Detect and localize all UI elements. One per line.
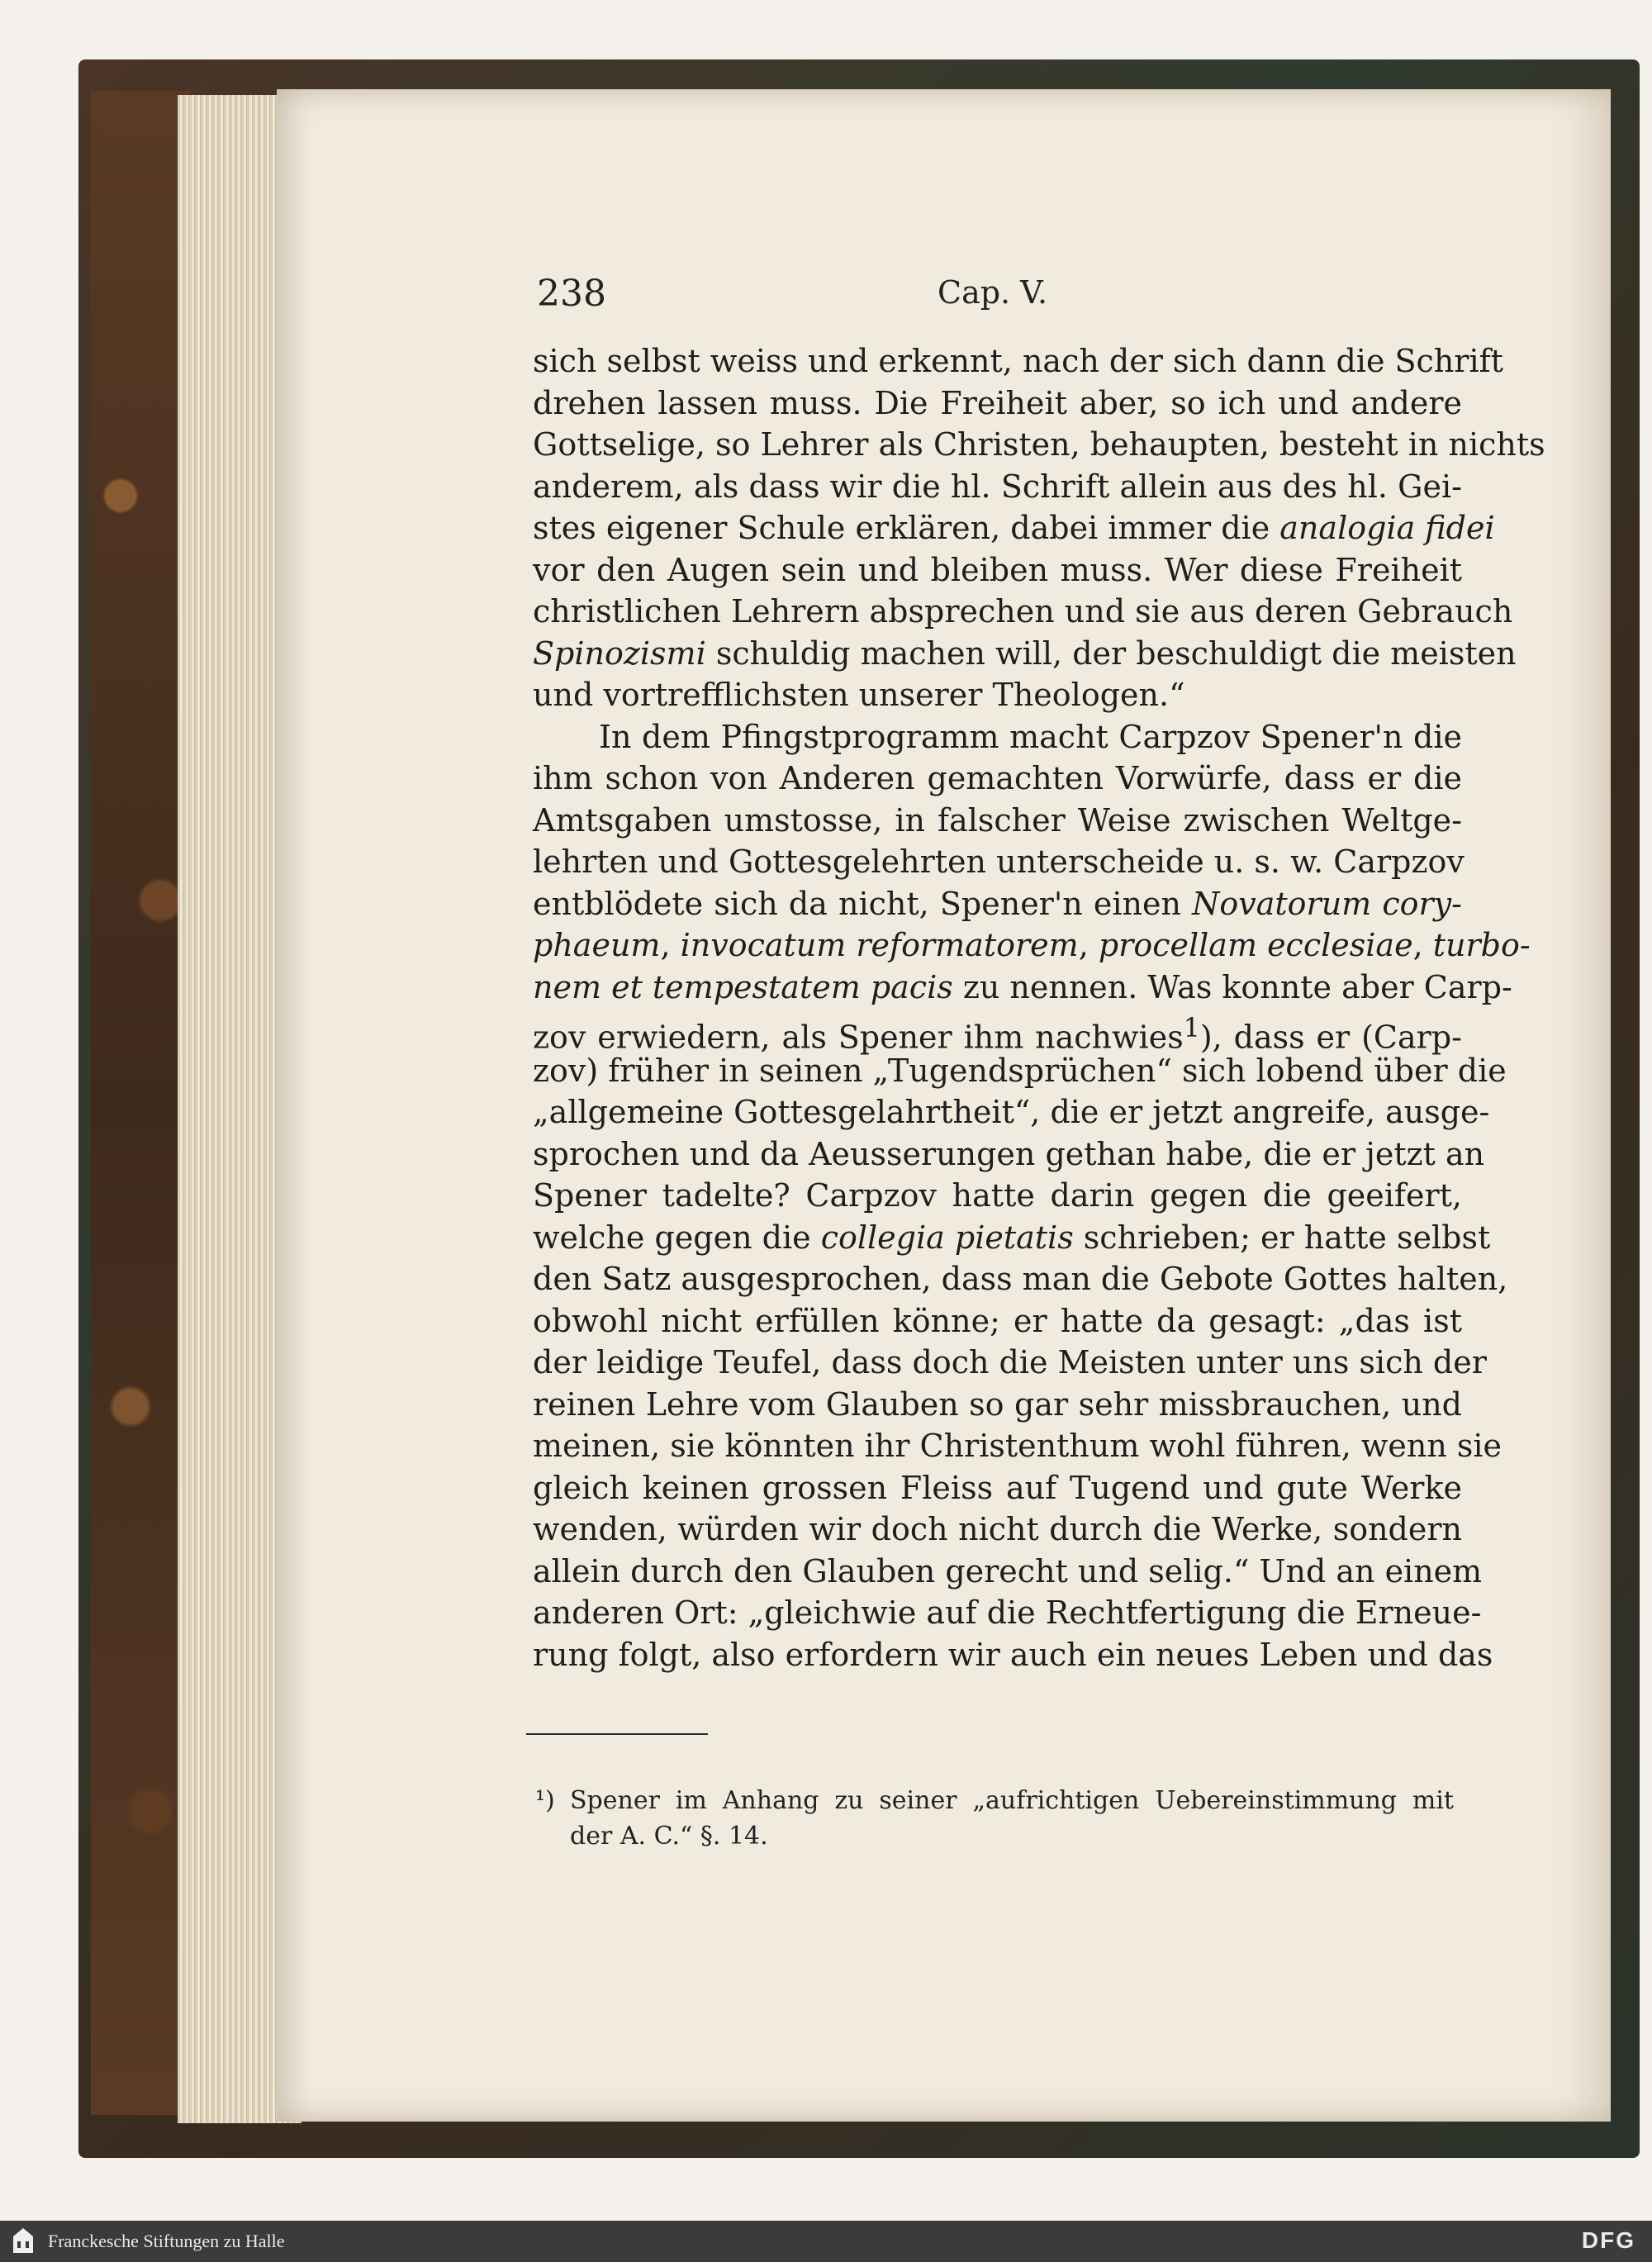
body-text <box>533 340 1545 1675</box>
footnote-rule <box>526 1733 708 1735</box>
text-line: stes eigener Schule erklären, dabei immer die analogia fidei <box>533 510 1495 546</box>
text-line: In dem Pfingstprogramm macht Carpzov Spener'n die <box>599 718 1462 755</box>
footnote-marker: ¹) <box>535 1786 555 1815</box>
text-line: Amtsgaben umstosse, in falscher Weise zwischen Weltge- <box>533 801 1462 839</box>
text-line: den Satz ausgesprochen, dass man die Gebote Gottes halten, <box>533 1261 1508 1297</box>
footnote-line: der A. C.“ §. 14. <box>570 1822 768 1851</box>
viewer-footer-bar <box>0 2221 1652 2262</box>
text-line: welche gegen die collegia pietatis schrieben; er hatte selbst <box>533 1219 1491 1256</box>
text-line: allein durch den Glauben gerecht und selig.“ Und an einem <box>533 1552 1483 1590</box>
text-line: „allgemeine Gottesgelahrtheit“, die er jetzt angreife, ausge- <box>533 1094 1490 1130</box>
text-line: drehen lassen muss. Die Freiheit aber, so ich und andere <box>533 384 1462 421</box>
page-number: 238 <box>537 273 606 315</box>
text-line: Spinozismi schuldig machen will, der beschuldigt die meisten <box>533 634 1517 672</box>
footnote-line: Spener im Anhang zu seiner „aufrichtigen Uebereinstimmung mit <box>570 1786 1454 1815</box>
footnote <box>535 1783 1454 1854</box>
marbled-cover-edge <box>91 91 190 2115</box>
text-line: und vortrefflichsten unserer Theologen.“ <box>533 677 1185 713</box>
dfg-logo: DFG <box>1581 2227 1635 2253</box>
text-line: anderen Ort: „gleichwie auf die Rechtfertigung die Erneue- <box>533 1594 1482 1631</box>
text-line: phaeum, invocatum reformatorem, procellam ecclesiae, turbo- <box>533 927 1531 963</box>
text-line: zov) früher in seinen „Tugendsprüchen“ sich lobend über die <box>533 1052 1507 1089</box>
text-line: meinen, sie könnten ihr Christenthum wohl führen, wenn sie <box>533 1428 1502 1464</box>
text-line: rung folgt, also erfordern wir auch ein neues Leben und das <box>533 1636 1493 1673</box>
text-line: sich selbst weiss und erkennt, nach der sich dann die Schrift <box>533 343 1503 379</box>
text-line: vor den Augen sein und bleiben muss. Wer diese Freiheit <box>533 551 1462 588</box>
text-line: Spener tadelte? Carpzov hatte darin gegen die geeifert, <box>533 1177 1462 1214</box>
text-line: christlichen Lehrern absprechen und sie aus deren Gebrauch <box>533 593 1513 630</box>
text-line: anderem, als dass wir die hl. Schrift allein aus des hl. Gei- <box>533 468 1462 505</box>
text-line: Gottselige, so Lehrer als Christen, behaupten, besteht in nichts <box>533 426 1545 463</box>
institution-name: Franckesche Stiftungen zu Halle <box>48 2231 285 2251</box>
page-header <box>537 273 1458 330</box>
text-line: sprochen und da Aeusserungen gethan habe, die er jetzt an <box>533 1135 1485 1172</box>
text-line: entblödete sich da nicht, Spener'n einen Novatorum cory- <box>533 885 1462 922</box>
running-head: Cap. V. <box>938 274 1048 311</box>
text-line: obwohl nicht erfüllen könne; er hatte da gesagt: „das ist <box>533 1302 1462 1339</box>
text-line: lehrten und Gottesgelehrten unterscheide u. s. w. Carpzov <box>533 843 1464 880</box>
text-line: ihm schon von Anderen gemachten Vorwürfe, dass er die <box>533 760 1462 796</box>
text-line: der leidige Teufel, dass doch die Meisten unter uns sich der <box>533 1344 1487 1380</box>
institution-logo-icon <box>7 2225 40 2258</box>
text-line: reinen Lehre vom Glauben so gar sehr missbrauchen, und <box>533 1385 1462 1423</box>
text-line: nem et tempestatem pacis zu nennen. Was konnte aber Carp- <box>533 968 1512 1005</box>
text-line: wenden, würden wir doch nicht durch die Werke, sondern <box>533 1511 1462 1547</box>
text-line: zov erwiedern, als Spener ihm nachwies$^1$), dass er (Carp- <box>533 1014 1462 1056</box>
text-line: gleich keinen grossen Fleiss auf Tugend und gute Werke <box>533 1469 1462 1506</box>
